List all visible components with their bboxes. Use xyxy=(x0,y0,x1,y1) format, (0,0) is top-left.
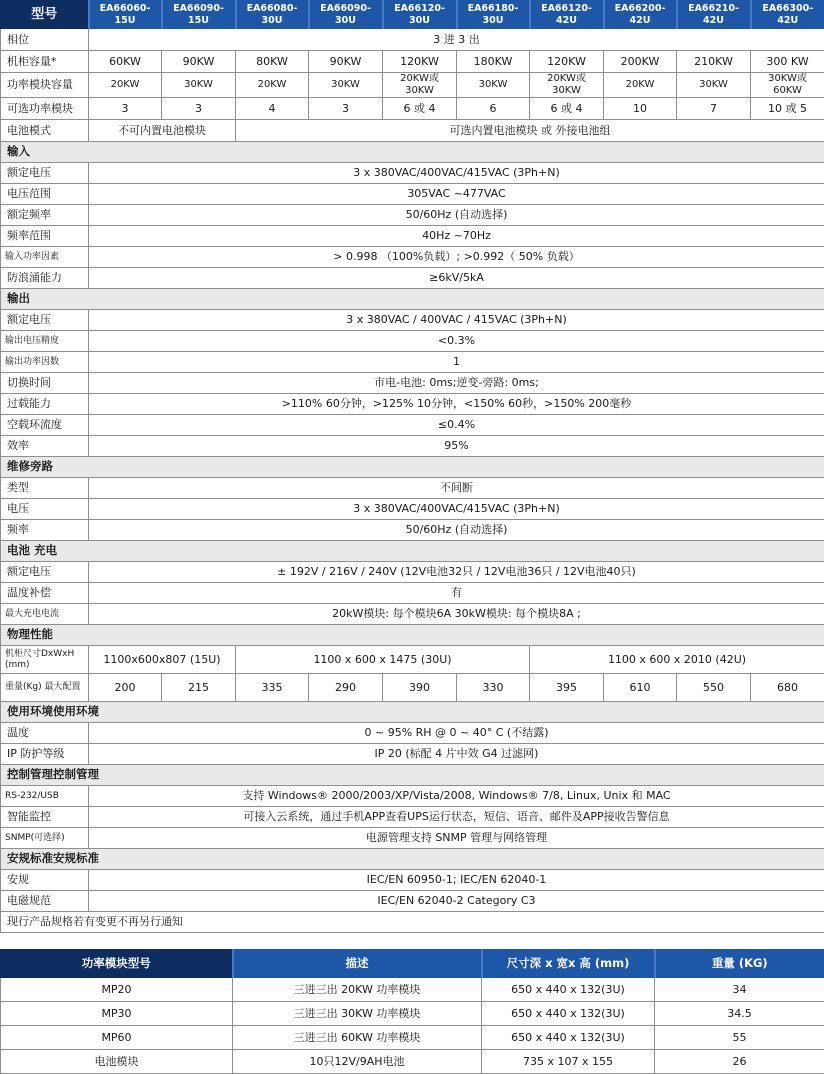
cabinet-capacity-row xyxy=(1,51,824,73)
spec-row xyxy=(1,415,824,436)
spec-row xyxy=(1,723,824,744)
spec-row xyxy=(1,520,824,541)
spec-value: <0.3% xyxy=(89,331,824,352)
spec-label: 类型 xyxy=(1,478,89,499)
model-name-cell: EA66090-30U xyxy=(309,1,383,29)
spec-label: 输出功率因数 xyxy=(1,352,89,373)
spec-value: 120KW xyxy=(383,51,457,73)
spec-value: 1 xyxy=(89,352,824,373)
power-module-table xyxy=(0,949,824,1074)
spec-row xyxy=(1,870,824,891)
spec-value: IEC/EN 60950-1; IEC/EN 62040-1 xyxy=(89,870,824,891)
spec-row xyxy=(1,352,824,373)
section-title: 输入 xyxy=(1,142,824,163)
section-title: 控制管理控制管理 xyxy=(1,765,824,786)
spec-value: 20KW xyxy=(89,73,162,98)
spec-value: 40Hz ~70Hz xyxy=(89,226,824,247)
spec-label: 额定电压 xyxy=(1,562,89,583)
module-description: 三进三出 30KW 功率模块 xyxy=(233,1002,482,1026)
spec-label: 额定电压 xyxy=(1,163,89,184)
section-physical xyxy=(1,625,824,646)
section-management xyxy=(1,765,824,786)
section-title: 维修旁路 xyxy=(1,457,824,478)
module-row xyxy=(1,1002,824,1026)
spec-label: 切换时间 xyxy=(1,373,89,394)
spec-value: 3 xyxy=(89,98,162,120)
spec-value: 1100x600x807 (15U) xyxy=(89,646,236,674)
spec-value: 可选内置电池模块 或 外接电池组 xyxy=(236,120,824,142)
module-weight: 26 xyxy=(655,1050,824,1074)
spec-row xyxy=(1,744,824,765)
spec-value: 0 ~ 95% RH @ 0 ~ 40° C (不结露) xyxy=(89,723,824,744)
spec-label: RS-232/USB xyxy=(1,786,89,807)
module-row xyxy=(1,1050,824,1074)
phase-row xyxy=(1,29,824,51)
spec-value: 3 x 380VAC / 400VAC / 415VAC (3Ph+N) xyxy=(89,310,824,331)
model-name-cell: EA66120-30U xyxy=(383,1,457,29)
spec-value: 610 xyxy=(604,674,677,702)
optional-module-count-row xyxy=(1,98,824,120)
spec-label: 过载能力 xyxy=(1,394,89,415)
model-name-cell: EA66080-30U xyxy=(236,1,309,29)
spec-row xyxy=(1,604,824,625)
spec-value: 210KW xyxy=(677,51,751,73)
spec-value: 3 x 380VAC/400VAC/415VAC (3Ph+N) xyxy=(89,163,824,184)
spec-value: 6 或 4 xyxy=(530,98,604,120)
spec-value: 20kW模块: 每个模块6A 30kW模块: 每个模块8A ; xyxy=(89,604,824,625)
spec-value: 90KW xyxy=(162,51,236,73)
spec-value: IEC/EN 62040-2 Category C3 xyxy=(89,891,824,912)
model-name-cell: EA66060-15U xyxy=(89,1,162,29)
module-row xyxy=(1,978,824,1002)
spec-value: 50/60Hz (自动选择) xyxy=(89,205,824,226)
spec-value: 6 xyxy=(457,98,530,120)
weight-row xyxy=(1,674,824,702)
spec-row xyxy=(1,373,824,394)
spec-value: 1100 x 600 x 2010 (42U) xyxy=(530,646,824,674)
model-name-cell: EA66200-42U xyxy=(604,1,677,29)
spec-value: ≥6kV/5kA xyxy=(89,268,824,289)
module-weight: 55 xyxy=(655,1026,824,1050)
spec-label: 可选功率模块 xyxy=(1,98,89,120)
spec-row xyxy=(1,310,824,331)
spec-label: 温度 xyxy=(1,723,89,744)
battery-mode-row xyxy=(1,120,824,142)
spec-value: 200 xyxy=(89,674,162,702)
spec-value: 7 xyxy=(677,98,751,120)
spec-row xyxy=(1,478,824,499)
module-dimensions: 650 x 440 x 132(3U) xyxy=(482,1026,655,1050)
module-dimensions: 650 x 440 x 132(3U) xyxy=(482,1002,655,1026)
spec-label: 额定电压 xyxy=(1,310,89,331)
spec-row xyxy=(1,163,824,184)
spec-value: 390 xyxy=(383,674,457,702)
spec-label: 空载环流度 xyxy=(1,415,89,436)
spec-label: 相位 xyxy=(1,29,89,51)
spec-value: ± 192V / 216V / 240V (12V电池32只 / 12V电池36只 / 12V电池40只) xyxy=(89,562,824,583)
model-header-corner: 型号 xyxy=(1,1,89,29)
model-name-cell: EA66180-30U xyxy=(457,1,530,29)
spec-label: 重量(Kg) 最大配置 xyxy=(1,674,89,702)
spec-value: 10 xyxy=(604,98,677,120)
module-description: 10只12V/9AH电池 xyxy=(233,1050,482,1074)
section-environment xyxy=(1,702,824,723)
cabinet-dimensions-row xyxy=(1,646,824,674)
spec-row xyxy=(1,583,824,604)
spec-row xyxy=(1,786,824,807)
spec-row xyxy=(1,205,824,226)
spec-row xyxy=(1,247,824,268)
section-output xyxy=(1,289,824,310)
module-header-cell: 重量 (KG) xyxy=(655,950,824,978)
spec-value: 95% xyxy=(89,436,824,457)
spec-value: 20KW xyxy=(236,73,309,98)
spec-row xyxy=(1,499,824,520)
module-row xyxy=(1,1026,824,1050)
spec-row xyxy=(1,807,824,828)
spec-value: 395 xyxy=(530,674,604,702)
spec-value: > 0.998 （100%负载）; >0.992（ 50% 负载） xyxy=(89,247,824,268)
spec-label: 输出电压精度 xyxy=(1,331,89,352)
spec-value: 20KW或30KW xyxy=(530,73,604,98)
spec-value: 60KW xyxy=(89,51,162,73)
spec-value: 30KW xyxy=(677,73,751,98)
spec-value: 支持 Windows® 2000/2003/XP/Vista/2008, Windows® 7/8, Linux, Unix 和 MAC xyxy=(89,786,824,807)
spec-value: 市电-电池: 0ms;逆变-旁路: 0ms; xyxy=(89,373,824,394)
module-model: MP60 xyxy=(1,1026,233,1050)
section-safety xyxy=(1,849,824,870)
spec-row xyxy=(1,562,824,583)
spec-label: 智能监控 xyxy=(1,807,89,828)
spec-value: IP 20 (标配 4 片中效 G4 过滤网) xyxy=(89,744,824,765)
spec-value: 30KW xyxy=(457,73,530,98)
section-title: 物理性能 xyxy=(1,625,824,646)
spec-label: SNMP(可选择) xyxy=(1,828,89,849)
spec-label: 最大充电电流 xyxy=(1,604,89,625)
spec-row xyxy=(1,268,824,289)
spec-value: 电源管理支持 SNMP 管理与网络管理 xyxy=(89,828,824,849)
spec-value: 30KW或60KW xyxy=(751,73,824,98)
module-model: MP20 xyxy=(1,978,233,1002)
spec-value: 180KW xyxy=(457,51,530,73)
module-weight: 34 xyxy=(655,978,824,1002)
section-title: 安规标准安规标准 xyxy=(1,849,824,870)
spec-value: 10 或 5 xyxy=(751,98,824,120)
spec-value: 可接入云系统，通过手机APP查看UPS运行状态，短信、语音、邮件及APP接收告警信息 xyxy=(89,807,824,828)
module-weight: 34.5 xyxy=(655,1002,824,1026)
section-input xyxy=(1,142,824,163)
spec-label: 电磁规范 xyxy=(1,891,89,912)
spec-value: 680 xyxy=(751,674,824,702)
model-header-row xyxy=(1,1,824,29)
spec-value: 30KW xyxy=(309,73,383,98)
spec-value: 80KW xyxy=(236,51,309,73)
spec-label: 电池模式 xyxy=(1,120,89,142)
spec-row xyxy=(1,184,824,205)
spec-value: 30KW xyxy=(162,73,236,98)
spec-value: 有 xyxy=(89,583,824,604)
module-dimensions: 735 x 107 x 155 xyxy=(482,1050,655,1074)
module-description: 三进三出 60KW 功率模块 xyxy=(233,1026,482,1050)
spec-value: 20KW xyxy=(604,73,677,98)
module-header-cell: 功率模块型号 xyxy=(1,950,233,978)
spec-value: 200KW xyxy=(604,51,677,73)
spec-label: 机柜容量* xyxy=(1,51,89,73)
section-battery-charge xyxy=(1,541,824,562)
model-name-cell: EA66120-42U xyxy=(530,1,604,29)
spec-row xyxy=(1,891,824,912)
spec-value: 300 KW xyxy=(751,51,824,73)
spec-value: 4 xyxy=(236,98,309,120)
spec-value: 290 xyxy=(309,674,383,702)
spec-label: 频率 xyxy=(1,520,89,541)
spec-value: 3 xyxy=(309,98,383,120)
spec-label: 电压范围 xyxy=(1,184,89,205)
spec-value: 不可内置电池模块 xyxy=(89,120,236,142)
spec-value: 6 或 4 xyxy=(383,98,457,120)
spec-value: 335 xyxy=(236,674,309,702)
spec-value: 215 xyxy=(162,674,236,702)
spec-value: 3 xyxy=(162,98,236,120)
spec-value: 90KW xyxy=(309,51,383,73)
model-name-cell: EA66090-15U xyxy=(162,1,236,29)
module-header-row xyxy=(1,950,824,978)
spec-label: 输入功率因素 xyxy=(1,247,89,268)
spec-value: 20KW或30KW xyxy=(383,73,457,98)
spec-value: 330 xyxy=(457,674,530,702)
spec-label: 防浪涌能力 xyxy=(1,268,89,289)
model-name-cell: EA66210-42U xyxy=(677,1,751,29)
spec-value: 3 进 3 出 xyxy=(89,29,824,51)
module-dimensions: 650 x 440 x 132(3U) xyxy=(482,978,655,1002)
power-module-capacity-row xyxy=(1,73,824,98)
module-header-cell: 描述 xyxy=(233,950,482,978)
module-model: 电池模块 xyxy=(1,1050,233,1074)
spec-row xyxy=(1,331,824,352)
disclaimer-text: 现行产品规格若有变更不再另行通知 xyxy=(1,912,824,933)
section-bypass xyxy=(1,457,824,478)
spec-label: 额定频率 xyxy=(1,205,89,226)
spec-row xyxy=(1,436,824,457)
spec-value: 120KW xyxy=(530,51,604,73)
spec-row xyxy=(1,226,824,247)
module-description: 三进三出 20KW 功率模块 xyxy=(233,978,482,1002)
spec-label: 效率 xyxy=(1,436,89,457)
module-model: MP30 xyxy=(1,1002,233,1026)
spec-value: 50/60Hz (自动选择) xyxy=(89,520,824,541)
spec-value: 1100 x 600 x 1475 (30U) xyxy=(236,646,530,674)
section-title: 电池 充电 xyxy=(1,541,824,562)
model-name-cell: EA66300-42U xyxy=(751,1,824,29)
spec-label: 功率模块容量 xyxy=(1,73,89,98)
spec-value: >110% 60分钟，>125% 10分钟，<150% 60秒，>150% 200毫秒 xyxy=(89,394,824,415)
spec-label: 频率范围 xyxy=(1,226,89,247)
spec-label: 安规 xyxy=(1,870,89,891)
spec-label: IP 防护等级 xyxy=(1,744,89,765)
disclaimer-row xyxy=(1,912,824,933)
section-title: 输出 xyxy=(1,289,824,310)
spec-value: 3 x 380VAC/400VAC/415VAC (3Ph+N) xyxy=(89,499,824,520)
spec-value: 305VAC ~477VAC xyxy=(89,184,824,205)
spec-value: 550 xyxy=(677,674,751,702)
spec-label: 机柜尺寸DxWxH (mm) xyxy=(1,646,89,674)
module-header-cell: 尺寸深 x 宽x 高 (mm) xyxy=(482,950,655,978)
spec-row xyxy=(1,394,824,415)
spec-row xyxy=(1,828,824,849)
section-title: 使用环境使用环境 xyxy=(1,702,824,723)
spec-label: 电压 xyxy=(1,499,89,520)
spec-value: ≤0.4% xyxy=(89,415,824,436)
spec-value: 不间断 xyxy=(89,478,824,499)
spec-label: 温度补偿 xyxy=(1,583,89,604)
